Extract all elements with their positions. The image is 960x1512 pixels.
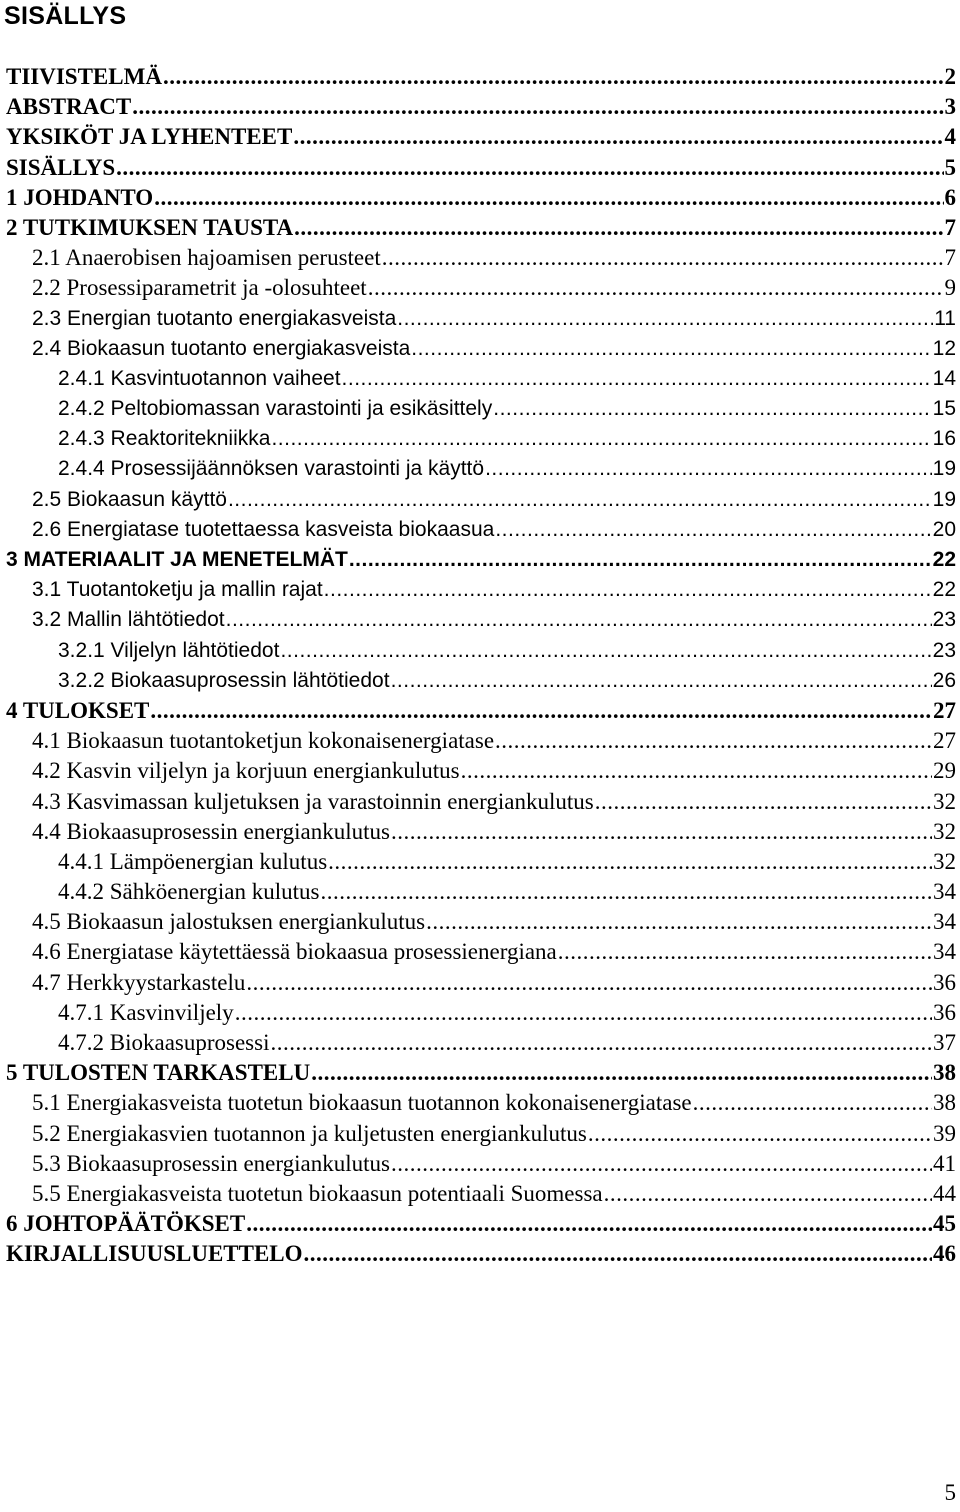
toc-leader-dots — [493, 394, 931, 424]
toc-entry-page: 6 — [944, 184, 956, 210]
toc-entry-title: TIIVISTELMÄ — [6, 64, 162, 89]
toc-entry-page: 41 — [933, 1150, 956, 1176]
toc-entry-title: 4.4.2 Sähköenergian kulutus — [58, 879, 320, 905]
toc-entry-title: 5.2 Energiakasvien tuotannon ja kuljetusten energiankulutus — [32, 1120, 587, 1146]
toc-entry-title: 4.4 Biokaasuprosessin energiankulutus — [32, 818, 390, 844]
table-of-contents — [0, 62, 960, 1270]
toc-entry-title: 4 TULOKSET — [6, 697, 150, 723]
toc-entry[interactable] — [0, 787, 960, 817]
toc-leader-dots — [321, 877, 933, 907]
toc-entry-page: 26 — [932, 668, 956, 692]
toc-leader-dots — [495, 726, 932, 756]
toc-entry[interactable] — [0, 213, 960, 243]
toc-entry-title: 2.4.3 Reaktoritekniikka — [58, 427, 271, 451]
toc-entry-title: 2 TUTKIMUKSEN TAUSTA — [6, 214, 294, 240]
toc-entry-title: 2.3 Energian tuotanto energiakasveista — [32, 306, 397, 330]
toc-leader-dots — [226, 605, 932, 635]
toc-entry[interactable] — [0, 998, 960, 1028]
toc-leader-dots — [604, 1179, 932, 1209]
toc-entry-title: 4.5 Biokaasun jalostuksen energiankulutus — [32, 909, 426, 935]
toc-entry-title: ABSTRACT — [6, 94, 132, 120]
toc-entry[interactable] — [0, 877, 960, 907]
toc-entry[interactable] — [0, 1088, 960, 1118]
toc-entry[interactable] — [0, 817, 960, 847]
toc-entry[interactable] — [0, 243, 960, 273]
toc-entry-page: 32 — [933, 818, 956, 844]
toc-entry[interactable] — [0, 605, 960, 635]
toc-leader-dots — [280, 636, 931, 666]
toc-entry[interactable] — [0, 756, 960, 786]
toc-entry-title: 4.1 Biokaasun tuotantoketjun kokonaisenergiatase — [32, 728, 495, 754]
toc-entry[interactable] — [0, 968, 960, 998]
toc-entry[interactable] — [0, 1179, 960, 1209]
toc-entry-title: 1 JOHDANTO — [6, 184, 154, 210]
toc-entry[interactable] — [0, 394, 960, 424]
toc-entry-page: 36 — [933, 999, 956, 1025]
toc-leader-dots — [294, 213, 943, 243]
toc-entry[interactable] — [0, 1028, 960, 1058]
toc-leader-dots — [132, 92, 943, 122]
toc-entry-page: 12 — [932, 336, 956, 360]
toc-entry[interactable] — [0, 1149, 960, 1179]
toc-entry-title: 3.2.2 Biokaasuprosessin lähtötiedot — [58, 668, 390, 692]
toc-entry-title: 3.2.1 Viljelyn lähtötiedot — [58, 638, 280, 662]
toc-entry[interactable] — [0, 545, 960, 575]
toc-leader-dots — [368, 273, 944, 303]
toc-leader-dots — [349, 545, 932, 575]
toc-entry-title: 3.1 Tuotantoketju ja mallin rajat — [32, 578, 323, 602]
toc-entry-title: 5.1 Energiakasveista tuotetun biokaasun tuotannon kokonaisenergiatase — [32, 1090, 692, 1116]
toc-leader-dots — [293, 122, 943, 152]
toc-leader-dots — [246, 968, 932, 998]
toc-entry-title: 2.4 Biokaasun tuotanto energiakasveista — [32, 336, 411, 360]
toc-entry-title: 4.7.1 Kasvinviljely — [58, 999, 234, 1025]
toc-entry[interactable] — [0, 1119, 960, 1149]
toc-entry[interactable] — [0, 334, 960, 364]
toc-leader-dots — [270, 1028, 932, 1058]
toc-leader-dots — [150, 696, 932, 726]
toc-entry-page: 4 — [944, 124, 956, 150]
toc-entry[interactable] — [0, 575, 960, 605]
toc-entry-title: 2.2 Prosessiparametrit ja -olosuhteet — [32, 275, 367, 301]
toc-leader-dots — [246, 1209, 932, 1239]
toc-entry-page: 32 — [933, 848, 956, 874]
toc-entry-page: 22 — [932, 578, 956, 602]
toc-leader-dots — [693, 1088, 932, 1118]
toc-entry[interactable] — [0, 636, 960, 666]
toc-leader-dots — [595, 787, 932, 817]
toc-leader-dots — [116, 153, 943, 183]
toc-entry[interactable] — [0, 696, 960, 726]
toc-entry[interactable] — [0, 273, 960, 303]
toc-entry-page: 19 — [932, 457, 956, 481]
toc-entry-page: 38 — [933, 1060, 956, 1086]
toc-leader-dots — [382, 243, 944, 273]
toc-entry-page: 44 — [933, 1180, 956, 1206]
toc-entry-title: 5.3 Biokaasuprosessin energiankulutus — [32, 1150, 390, 1176]
toc-entry-page: 11 — [934, 306, 956, 330]
toc-entry-title: 2.4.4 Prosessijäännöksen varastointi ja käyttö — [58, 457, 485, 481]
toc-entry-page: 5 — [944, 154, 956, 180]
toc-entry-page: 45 — [933, 1211, 956, 1237]
toc-entry-title: 2.6 Energiatase tuotettaessa kasveista biokaasua — [32, 517, 495, 541]
toc-entry[interactable] — [0, 454, 960, 484]
toc-leader-dots — [311, 1058, 932, 1088]
toc-entry[interactable] — [0, 153, 960, 183]
toc-entry[interactable] — [0, 1058, 960, 1088]
toc-leader-dots — [391, 666, 932, 696]
toc-entry-title: 3.2 Mallin lähtötiedot — [32, 608, 225, 632]
toc-entry-page: 20 — [932, 517, 956, 541]
toc-entry-title: 3 MATERIAALIT JA MENETELMÄT — [6, 548, 348, 571]
toc-leader-dots — [163, 62, 944, 92]
toc-entry-page: 34 — [933, 879, 956, 905]
toc-leader-dots — [235, 998, 932, 1028]
toc-entry-page: 36 — [933, 969, 956, 995]
toc-entry-page: 19 — [932, 487, 956, 511]
toc-entry[interactable] — [0, 304, 960, 334]
toc-entry-title: 4.7 Herkkyystarkastelu — [32, 969, 246, 995]
toc-entry-page: 23 — [932, 608, 956, 632]
toc-entry-page: 22 — [932, 548, 956, 571]
toc-entry-page: 15 — [932, 397, 956, 421]
toc-entry-page: 3 — [944, 94, 956, 120]
toc-entry[interactable] — [0, 424, 960, 454]
toc-entry[interactable] — [0, 515, 960, 545]
toc-entry-page: 34 — [933, 939, 956, 965]
toc-entry-page: 9 — [944, 275, 956, 301]
toc-entry[interactable] — [0, 937, 960, 967]
toc-entry-page: 14 — [932, 366, 956, 390]
toc-entry-title: SISÄLLYS — [6, 154, 116, 180]
toc-entry-title: 5 TULOSTEN TARKASTELU — [6, 1060, 311, 1086]
toc-leader-dots — [271, 424, 931, 454]
toc-entry[interactable] — [0, 122, 960, 152]
page-number: 5 — [944, 1480, 956, 1505]
toc-leader-dots — [426, 907, 932, 937]
toc-entry[interactable] — [0, 364, 960, 394]
toc-leader-dots — [324, 575, 932, 605]
toc-entry-page: 7 — [944, 214, 956, 240]
toc-entry-page: 39 — [933, 1120, 956, 1146]
toc-leader-dots — [228, 485, 932, 515]
toc-entry-page: 27 — [933, 697, 956, 723]
toc-entry-title: 4.7.2 Biokaasuprosessi — [58, 1030, 270, 1055]
toc-entry-title: 6 JOHTOPÄÄTÖKSET — [6, 1211, 246, 1237]
toc-leader-dots — [342, 364, 932, 394]
toc-leader-dots — [495, 515, 931, 545]
toc-leader-dots — [461, 756, 932, 786]
toc-entry-page: 32 — [933, 788, 956, 814]
toc-entry-page: 27 — [933, 728, 956, 754]
toc-entry-page: 7 — [944, 245, 956, 271]
toc-entry-page: 37 — [933, 1030, 956, 1055]
toc-entry[interactable] — [0, 1239, 960, 1269]
page-title: SISÄLLYS — [4, 2, 127, 30]
toc-entry[interactable] — [0, 847, 960, 877]
toc-leader-dots — [304, 1239, 932, 1269]
toc-entry-title: 4.6 Energiatase käytettäessä biokaasua prosessienergiana — [32, 939, 557, 965]
toc-entry[interactable] — [0, 726, 960, 756]
toc-entry[interactable] — [0, 92, 960, 122]
toc-entry-title: 2.1 Anaerobisen hajoamisen perusteet — [32, 245, 381, 271]
toc-entry-title: 5.5 Energiakasveista tuotetun biokaasun potentiaali Suomessa — [32, 1180, 603, 1206]
toc-entry-title: KIRJALLISUUSLUETTELO — [6, 1241, 303, 1267]
toc-leader-dots — [411, 334, 931, 364]
toc-entry-title: 2.4.1 Kasvintuotannon vaiheet — [58, 366, 341, 390]
toc-entry-page: 29 — [933, 758, 956, 784]
toc-entry-title: 4.3 Kasvimassan kuljetuksen ja varastoinnin energiankulutus — [32, 788, 594, 814]
toc-entry-title: 4.4.1 Lämpöenergian kulutus — [58, 848, 328, 874]
toc-entry[interactable] — [0, 1209, 960, 1239]
toc-entry-page: 23 — [932, 638, 956, 662]
toc-entry-page: 46 — [933, 1241, 956, 1267]
toc-leader-dots — [397, 304, 933, 334]
toc-entry-title: YKSIKÖT JA LYHENTEET — [6, 124, 293, 150]
toc-entry-title: 2.4.2 Peltobiomassan varastointi ja esikäsittely — [58, 397, 493, 421]
toc-leader-dots — [391, 817, 932, 847]
toc-entry-title: 4.2 Kasvin viljelyn ja korjuun energiankulutus — [32, 758, 460, 784]
toc-leader-dots — [154, 183, 943, 213]
toc-leader-dots — [558, 937, 932, 967]
toc-entry-page: 16 — [932, 427, 956, 451]
toc-entry-page: 38 — [933, 1090, 956, 1116]
toc-entry[interactable] — [0, 183, 960, 213]
toc-leader-dots — [391, 1149, 932, 1179]
toc-entry[interactable] — [0, 666, 960, 696]
toc-entry[interactable] — [0, 907, 960, 937]
toc-leader-dots — [485, 454, 932, 484]
toc-entry-page: 2 — [944, 64, 956, 89]
toc-entry-title: 2.5 Biokaasun käyttö — [32, 487, 227, 511]
toc-entry[interactable] — [0, 62, 960, 92]
toc-leader-dots — [588, 1119, 932, 1149]
toc-entry-page: 34 — [933, 909, 956, 935]
toc-entry[interactable] — [0, 485, 960, 515]
toc-leader-dots — [328, 847, 932, 877]
